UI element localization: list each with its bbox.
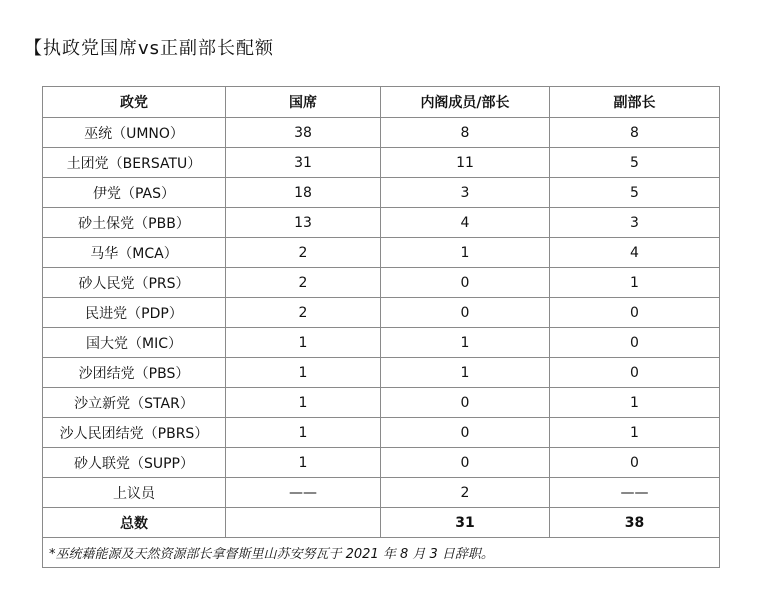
party-cell: 砂土保党（PBB） <box>43 208 226 238</box>
cabinet-cell: 1 <box>381 358 550 388</box>
party-cell: 沙立新党（STAR） <box>43 388 226 418</box>
table-row <box>43 478 720 508</box>
party-cell: 土团党（BERSATU） <box>43 148 226 178</box>
cabinet-cell: 0 <box>381 388 550 418</box>
cabinet-cell: 0 <box>381 448 550 478</box>
party-cell: 民进党（PDP） <box>43 298 226 328</box>
seats-cell: 2 <box>226 268 381 298</box>
page-title: 【执政党国席vs正副部长配额 <box>24 38 275 59</box>
total-seats <box>226 508 381 538</box>
party-cell: 沙团结党（PBS） <box>43 358 226 388</box>
footnote-row <box>43 538 720 568</box>
party-cell: 沙人民团结党（PBRS） <box>43 418 226 448</box>
seats-cell: 1 <box>226 418 381 448</box>
cabinet-cell: 1 <box>381 238 550 268</box>
deputy-cell: 8 <box>550 118 720 148</box>
deputy-cell: 4 <box>550 238 720 268</box>
seats-cell: 18 <box>226 178 381 208</box>
quota-table <box>42 86 720 568</box>
party-cell: 砂人民党（PRS） <box>43 268 226 298</box>
deputy-cell: 1 <box>550 268 720 298</box>
total-deputy: 38 <box>550 508 720 538</box>
header-party: 政党 <box>43 87 226 118</box>
table-row <box>43 358 720 388</box>
deputy-cell: 0 <box>550 328 720 358</box>
deputy-cell: —— <box>550 478 720 508</box>
seats-cell: 31 <box>226 148 381 178</box>
party-cell: 上议员 <box>43 478 226 508</box>
table-row <box>43 238 720 268</box>
deputy-cell: 3 <box>550 208 720 238</box>
table-row <box>43 388 720 418</box>
seats-cell: 1 <box>226 328 381 358</box>
party-cell: 马华（MCA） <box>43 238 226 268</box>
seats-cell: 1 <box>226 388 381 418</box>
table-row <box>43 178 720 208</box>
deputy-cell: 5 <box>550 178 720 208</box>
cabinet-cell: 0 <box>381 268 550 298</box>
total-row <box>43 508 720 538</box>
table-row <box>43 118 720 148</box>
header-seats: 国席 <box>226 87 381 118</box>
cabinet-cell: 4 <box>381 208 550 238</box>
footnote: *巫统藉能源及天然资源部长拿督斯里山苏安努瓦于 2021 年 8 月 3 日辞职。 <box>43 538 720 568</box>
header-cabinet: 内阁成员/部长 <box>381 87 550 118</box>
party-cell: 国大党（MIC） <box>43 328 226 358</box>
cabinet-cell: 1 <box>381 328 550 358</box>
table-row <box>43 418 720 448</box>
deputy-cell: 1 <box>550 388 720 418</box>
party-cell: 巫统（UMNO） <box>43 118 226 148</box>
party-cell: 砂人联党（SUPP） <box>43 448 226 478</box>
table-header-row <box>43 87 720 118</box>
cabinet-cell: 2 <box>381 478 550 508</box>
seats-cell: 2 <box>226 238 381 268</box>
deputy-cell: 0 <box>550 448 720 478</box>
deputy-cell: 5 <box>550 148 720 178</box>
table-row <box>43 298 720 328</box>
total-label: 总数 <box>43 508 226 538</box>
deputy-cell: 0 <box>550 298 720 328</box>
seats-cell: 38 <box>226 118 381 148</box>
seats-cell: 2 <box>226 298 381 328</box>
seats-cell: 1 <box>226 448 381 478</box>
table-row <box>43 328 720 358</box>
cabinet-cell: 0 <box>381 298 550 328</box>
seats-cell: 13 <box>226 208 381 238</box>
table-row <box>43 148 720 178</box>
total-cabinet: 31 <box>381 508 550 538</box>
cabinet-cell: 8 <box>381 118 550 148</box>
table-row <box>43 208 720 238</box>
table-row <box>43 448 720 478</box>
deputy-cell: 1 <box>550 418 720 448</box>
table-row <box>43 268 720 298</box>
header-deputy: 副部长 <box>550 87 720 118</box>
seats-cell: —— <box>226 478 381 508</box>
cabinet-cell: 0 <box>381 418 550 448</box>
party-cell: 伊党（PAS） <box>43 178 226 208</box>
cabinet-cell: 11 <box>381 148 550 178</box>
seats-cell: 1 <box>226 358 381 388</box>
cabinet-cell: 3 <box>381 178 550 208</box>
deputy-cell: 0 <box>550 358 720 388</box>
